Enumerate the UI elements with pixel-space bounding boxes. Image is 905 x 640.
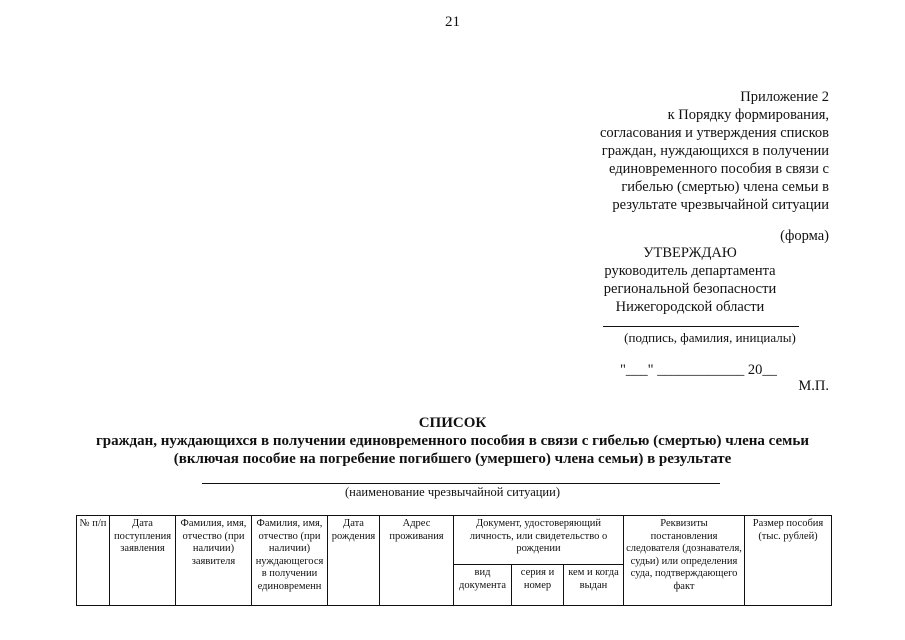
signature-line [603,326,799,327]
annex-line: результате чрезвычайной ситуации [612,197,829,213]
annex-line: единовременного пособия в связи с [608,161,829,177]
header-number: № п/п [77,516,110,606]
annex-line: Приложение 2 [740,89,829,105]
date-line: "___" ____________ 20__ [620,362,777,378]
approval-block [560,244,820,316]
page-number: 21 [445,14,460,30]
header-address: Адрес проживания [380,516,454,606]
approval-line: региональной безопасности [603,281,777,297]
header-resolution-details: Реквизиты постановления следователя (дознавателя, судьи) или определения суда, подтверждающего факт [624,516,745,606]
form-label: (форма) [780,228,829,244]
approval-heading: УТВЕРЖДАЮ [643,245,737,261]
approval-line: руководитель департамента [604,263,776,279]
title-line: (включая пособие на погребение погибшего (умершего) члена семьи) в результате [173,451,732,467]
subheader-document-type: вид документа [454,565,512,606]
header-recipient-text: Фамилия, имя, отчество (при наличии) нуждающегося в получении единовременн [255,518,324,592]
header-benefit-amount: Размер пособия (тыс. рублей) [745,516,832,606]
header-identity-document: Документ, удостоверяющий личность, или свидетельство о рождении [454,516,624,565]
annex-line: согласования и утверждения списков [599,125,829,141]
subheader-issued-by: кем и когда выдан [564,565,624,606]
header-birth-date: Дата рождения [328,516,380,606]
annex-line: граждан, нуждающихся в получении [601,143,829,159]
annex-block [569,88,829,214]
approval-line: Нижегородской области [615,299,765,315]
title-heading: СПИСОК [418,415,487,431]
subheader-series-number: серия и номер [512,565,564,606]
document-title [0,414,905,468]
title-line: граждан, нуждающихся в получении единовременного пособия в связи с гибелью (смертью) члена семьи [96,433,809,449]
citizens-table [76,515,832,606]
situation-caption: (наименование чрезвычайной ситуации) [345,485,560,499]
header-application-date: Дата поступления заявления [110,516,176,606]
header-applicant-name: Фамилия, имя, отчество (при наличии) заявителя [176,516,252,606]
header-recipient-name [252,516,328,606]
table-header-row [77,516,832,565]
annex-line: гибелью (смертью) члена семьи в [621,179,829,195]
annex-line: к Порядку формирования, [667,107,829,123]
situation-line [202,483,720,484]
signature-caption: (подпись, фамилия, инициалы) [624,330,796,345]
stamp-label: М.П. [798,378,829,394]
